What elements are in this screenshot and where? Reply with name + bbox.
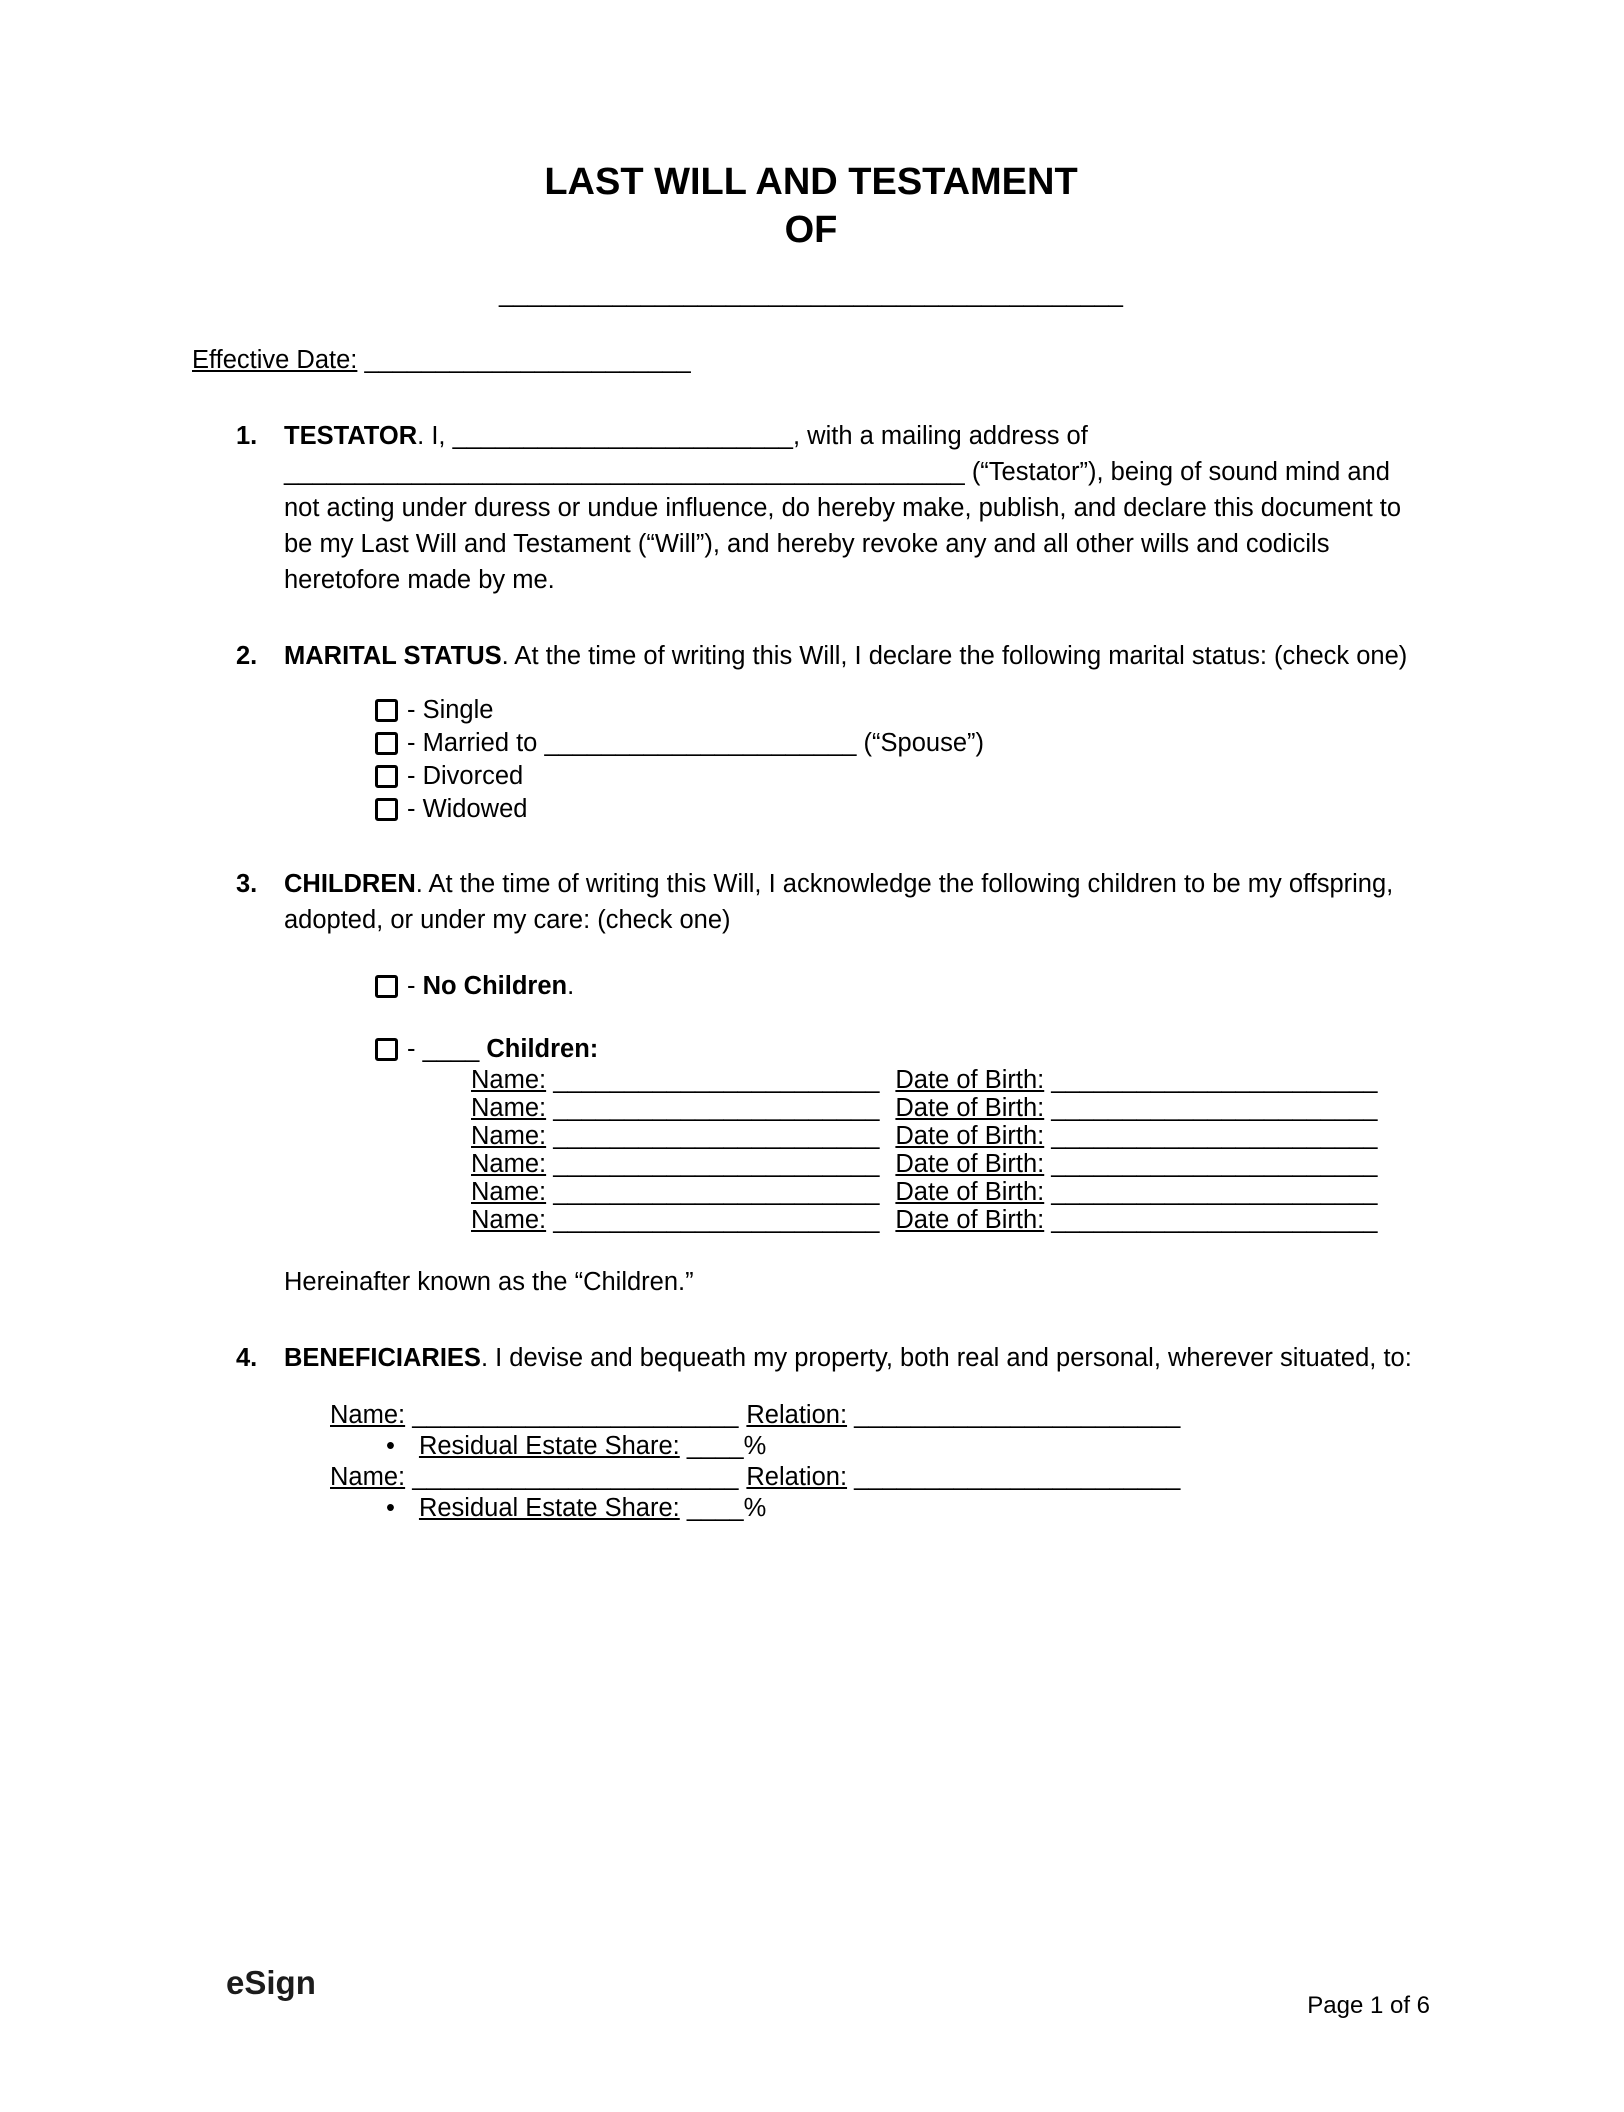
beneficiary-relation-label: Relation: (746, 1401, 848, 1429)
section-2-body (284, 638, 1430, 826)
child-dob-label: Date of Birth: (895, 1150, 1045, 1178)
child-row (471, 1150, 1430, 1178)
child-dob-label: Date of Birth: (895, 1178, 1045, 1206)
child-row (471, 1066, 1430, 1094)
child-row (471, 1206, 1430, 1234)
section-1-heading: TESTATOR (284, 422, 418, 450)
testator-name-top-field[interactable]: ____________________________________________ (498, 280, 1123, 308)
child-name-label: Name: (471, 1150, 547, 1178)
option-divorced-label: - Divorced (407, 762, 524, 790)
beneficiaries-text: . I devise and bequeath my property, both real and personal, wherever situated, to: (480, 1344, 1412, 1372)
child-dob-field[interactable]: _______________________ (1044, 1122, 1378, 1150)
section-marital-status (236, 638, 1430, 826)
effective-date-field[interactable]: _______________________ (357, 346, 691, 374)
child-name-field[interactable]: _______________________ (546, 1206, 880, 1234)
children-count-field[interactable]: ____ (422, 1035, 487, 1063)
option-married-label (407, 727, 984, 760)
beneficiary-list (330, 1400, 1430, 1524)
title-line-2: OF (784, 209, 838, 251)
testator-paragraph (284, 418, 1430, 598)
beneficiary-relation-field[interactable]: _______________________ (847, 1401, 1181, 1429)
children-list (471, 1066, 1430, 1234)
child-row (471, 1094, 1430, 1122)
child-name-field[interactable]: _______________________ (546, 1094, 880, 1122)
testator-text-3: (“Testator”), being of sound mind and not acting under duress or undue influence, do hereby make, publish, and declare this document to be my Last Will and Testament (“Will”), and hereby revoke any and all other wills and codicils heretofore made by me. (284, 458, 1402, 594)
section-testator (236, 418, 1430, 598)
share-percent-sign: % (743, 1432, 767, 1460)
option-no-children-label (407, 970, 574, 1003)
child-dob-field[interactable]: _______________________ (1044, 1206, 1378, 1234)
beneficiary-name-row (330, 1400, 1430, 1431)
testator-text-2: , with a mailing address of (792, 422, 1088, 450)
no-children-text: No Children (422, 972, 568, 1000)
child-dob-label: Date of Birth: (895, 1122, 1045, 1150)
option-married (375, 727, 1430, 760)
married-to-text: - Married to (407, 729, 545, 757)
bullet-icon: • (386, 1494, 395, 1522)
child-name-label: Name: (471, 1178, 547, 1206)
child-name-field[interactable]: _______________________ (546, 1066, 880, 1094)
children-count-dash: - (407, 1035, 423, 1063)
section-4-number: 4. (236, 1344, 258, 1372)
child-name-label: Name: (471, 1094, 547, 1122)
children-paragraph (284, 866, 1430, 938)
checkbox-divorced[interactable] (375, 765, 398, 788)
child-name-label: Name: (471, 1066, 547, 1094)
document-title (192, 158, 1430, 254)
section-2-number: 2. (236, 642, 258, 670)
child-dob-label: Date of Birth: (895, 1066, 1045, 1094)
option-divorced (375, 760, 1430, 793)
share-percent-sign: % (743, 1494, 767, 1522)
checkbox-married[interactable] (375, 732, 398, 755)
section-3-body (284, 866, 1430, 1300)
child-dob-field[interactable]: _______________________ (1044, 1066, 1378, 1094)
testator-name-field[interactable]: ________________________ (452, 422, 793, 450)
beneficiary-name-label: Name: (330, 1401, 406, 1429)
esign-logo: eSign (226, 1964, 316, 2001)
section-3-number: 3. (236, 870, 258, 898)
effective-date-row (192, 342, 1430, 378)
marital-text: . At the time of writing this Will, I declare the following marital status: (check one) (501, 642, 1408, 670)
checkbox-single[interactable] (375, 699, 398, 722)
child-name-field[interactable]: _______________________ (546, 1178, 880, 1206)
children-count-text: Children: (486, 1035, 599, 1063)
testator-text-1: . I, (417, 422, 453, 450)
child-name-field[interactable]: _______________________ (546, 1122, 880, 1150)
child-row (471, 1178, 1430, 1206)
children-text: . At the time of writing this Will, I acknowledge the following children to be my offspring, adopted, or under my care: (check one) (284, 870, 1394, 934)
child-dob-field[interactable]: _______________________ (1044, 1178, 1378, 1206)
beneficiaries-paragraph (284, 1340, 1430, 1376)
child-dob-field[interactable]: _______________________ (1044, 1094, 1378, 1122)
beneficiary-relation-field[interactable]: _______________________ (847, 1463, 1181, 1491)
checkbox-has-children[interactable] (375, 1038, 398, 1061)
share-field[interactable]: ____ (679, 1432, 744, 1460)
bullet-icon: • (386, 1432, 395, 1460)
beneficiary-share-row (386, 1493, 1430, 1524)
effective-date-label: Effective Date: (192, 346, 358, 374)
hereinafter-text: Hereinafter known as the “Children.” (284, 1268, 694, 1296)
marital-paragraph (284, 638, 1430, 674)
beneficiary-relation-label: Relation: (746, 1463, 848, 1491)
option-no-children (375, 970, 1430, 1003)
beneficiary-share-row (386, 1431, 1430, 1462)
child-name-label: Name: (471, 1122, 547, 1150)
section-4-body (284, 1340, 1430, 1524)
child-row (471, 1122, 1430, 1150)
marital-options (375, 694, 1430, 826)
beneficiary-name-row (330, 1462, 1430, 1493)
beneficiary-entry (330, 1462, 1430, 1524)
testator-address-field[interactable]: ________________________________________________ (284, 458, 965, 486)
option-single-label: - Single (407, 696, 494, 724)
spouse-name-field[interactable]: ______________________ (544, 729, 857, 757)
option-has-children (375, 1033, 1430, 1066)
title-line-1: LAST WILL AND TESTAMENT (544, 161, 1078, 203)
page-indicator: Page 1 of 6 (1307, 1992, 1430, 2019)
checkbox-no-children[interactable] (375, 975, 398, 998)
option-has-children-label (407, 1033, 598, 1066)
no-children-period: . (567, 972, 575, 1000)
child-dob-label: Date of Birth: (895, 1206, 1045, 1234)
option-single (375, 694, 1430, 727)
beneficiary-share-text (419, 1493, 766, 1524)
checkbox-widowed[interactable] (375, 798, 398, 821)
section-1-body (284, 418, 1430, 598)
beneficiary-name-label: Name: (330, 1463, 406, 1491)
beneficiary-share-text (419, 1431, 766, 1462)
share-label: Residual Estate Share: (418, 1494, 680, 1522)
share-field[interactable]: ____ (679, 1494, 744, 1522)
child-name-label: Name: (471, 1206, 547, 1234)
beneficiary-entry (330, 1400, 1430, 1462)
beneficiary-name-field[interactable]: _______________________ (405, 1401, 739, 1429)
child-dob-label: Date of Birth: (895, 1094, 1045, 1122)
spouse-suffix-text: (“Spouse”) (856, 729, 985, 757)
share-label: Residual Estate Share: (418, 1432, 680, 1460)
child-name-field[interactable]: _______________________ (546, 1150, 880, 1178)
beneficiary-name-field[interactable]: _______________________ (405, 1463, 739, 1491)
option-widowed (375, 793, 1430, 826)
section-beneficiaries (236, 1340, 1430, 1524)
section-2-heading: MARITAL STATUS (284, 642, 502, 670)
no-children-dash: - (407, 972, 423, 1000)
section-children (236, 866, 1430, 1300)
section-3-heading: CHILDREN (284, 870, 416, 898)
section-4-heading: BENEFICIARIES (284, 1344, 481, 1372)
section-1-number: 1. (236, 422, 258, 450)
option-widowed-label: - Widowed (407, 795, 528, 823)
child-dob-field[interactable]: _______________________ (1044, 1150, 1378, 1178)
